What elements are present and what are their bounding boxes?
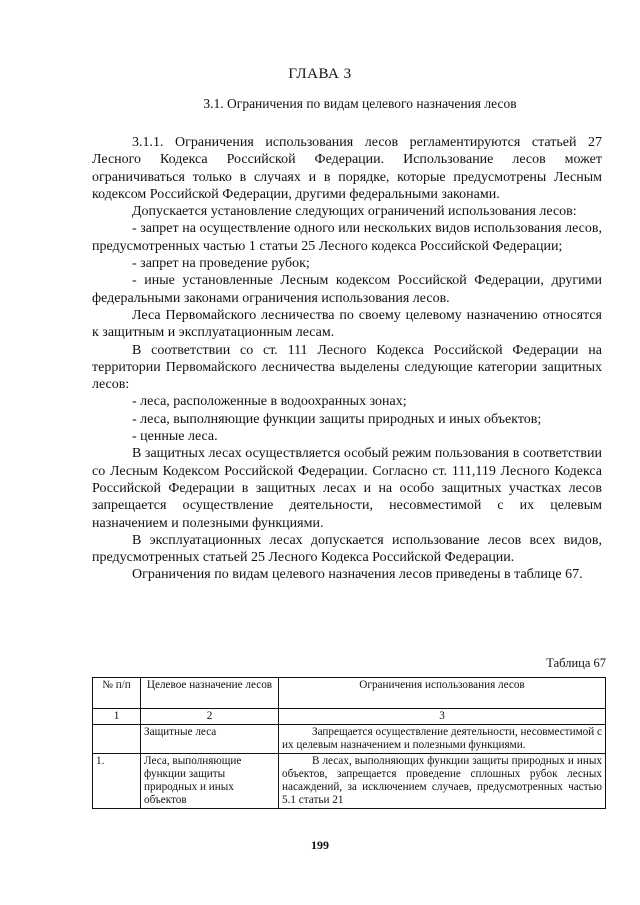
table-header-row <box>93 678 606 709</box>
restrictions-table <box>92 677 606 809</box>
table-caption: Таблица 67 <box>546 656 606 670</box>
header-num: № п/п <box>93 678 141 709</box>
cell-restriction: Запрещается осуществление деятельности, несовместимой с их целевым назначением и полезными функциями. <box>279 725 606 754</box>
cell-num: 1. <box>93 754 141 809</box>
cell-purpose: Защитные леса <box>141 725 279 754</box>
cell-purpose: Леса, выполняющие функции защиты природных и иных объектов <box>141 754 279 809</box>
list-item: - ценные леса. <box>132 429 218 445</box>
col-number: 3 <box>279 709 606 725</box>
paragraph: Допускается установление следующих ограничений использования лесов: <box>132 204 577 220</box>
cell-restriction: В лесах, выполняющих функции защиты природных и иных объектов, запрещается проведение сплошных рубок лесных насаждений, за исключением случаев, предусмотренных частью 5.1 статьи 21 <box>279 754 606 809</box>
paragraph: В эксплуатационных лесах допускается использование лесов всех видов, предусмотренных статьей 25 Лесного Кодекса Российской Федерации. <box>92 532 602 566</box>
header-restriction: Ограничения использования лесов <box>279 678 606 709</box>
chapter-title: ГЛАВА 3 <box>288 66 352 82</box>
paragraph: 3.1.1. Ограничения использования лесов регламентируются статьей 27 Лесного Кодекса Российской Федерации. Использование лесов может ограничиваться только в случаях и в порядке, которые предусмотрены Лесным кодексом Российской Федерации, другими федеральными законами. <box>92 135 602 202</box>
col-number: 1 <box>93 709 141 725</box>
paragraph: Леса Первомайского лесничества по своему целевому назначению относятся к защитным и эксплуатационным лесам. <box>92 307 602 341</box>
list-item: - леса, расположенные в водоохранных зонах; <box>132 394 407 410</box>
body-text <box>92 134 602 584</box>
page-number: 199 <box>311 838 329 852</box>
section-title: 3.1. Ограничения по видам целевого назначения лесов <box>203 96 517 111</box>
paragraph: В соответствии со ст. 111 Лесного Кодекса Российской Федерации на территории Первомайского лесничества выделены следующие категории защитных лесов: <box>92 342 602 393</box>
table-colnum-row <box>93 709 606 725</box>
table-row <box>93 725 606 754</box>
list-item: - запрет на проведение рубок; <box>132 256 310 272</box>
list-item: - запрет на осуществление одного или нескольких видов использования лесов, предусмотренных частью 1 статьи 25 Лесного кодекса Российской Федерации; <box>92 221 602 254</box>
col-number: 2 <box>141 709 279 725</box>
header-purpose: Целевое назначение лесов <box>141 678 279 709</box>
table-row <box>93 754 606 809</box>
paragraph: В защитных лесах осуществляется особый режим пользования в соответствии со Лесным Кодексом Российской Федерации. Согласно ст. 111,119 Лесного Кодекса Российской Федерации в защитных лесах и на особо защитных участках лесов запрещается осуществление деятельности, несовместимой с их целевым назначением и полезными функциями. <box>92 446 602 531</box>
list-item: - леса, выполняющие функции защиты природных и иных объектов; <box>132 411 542 427</box>
paragraph: Ограничения по видам целевого назначения лесов приведены в таблице 67. <box>132 567 583 583</box>
list-item: - иные установленные Лесным кодексом Российской Федерации, другими федеральными законами ограничения использования лесов. <box>92 273 602 306</box>
cell-num <box>93 725 141 754</box>
